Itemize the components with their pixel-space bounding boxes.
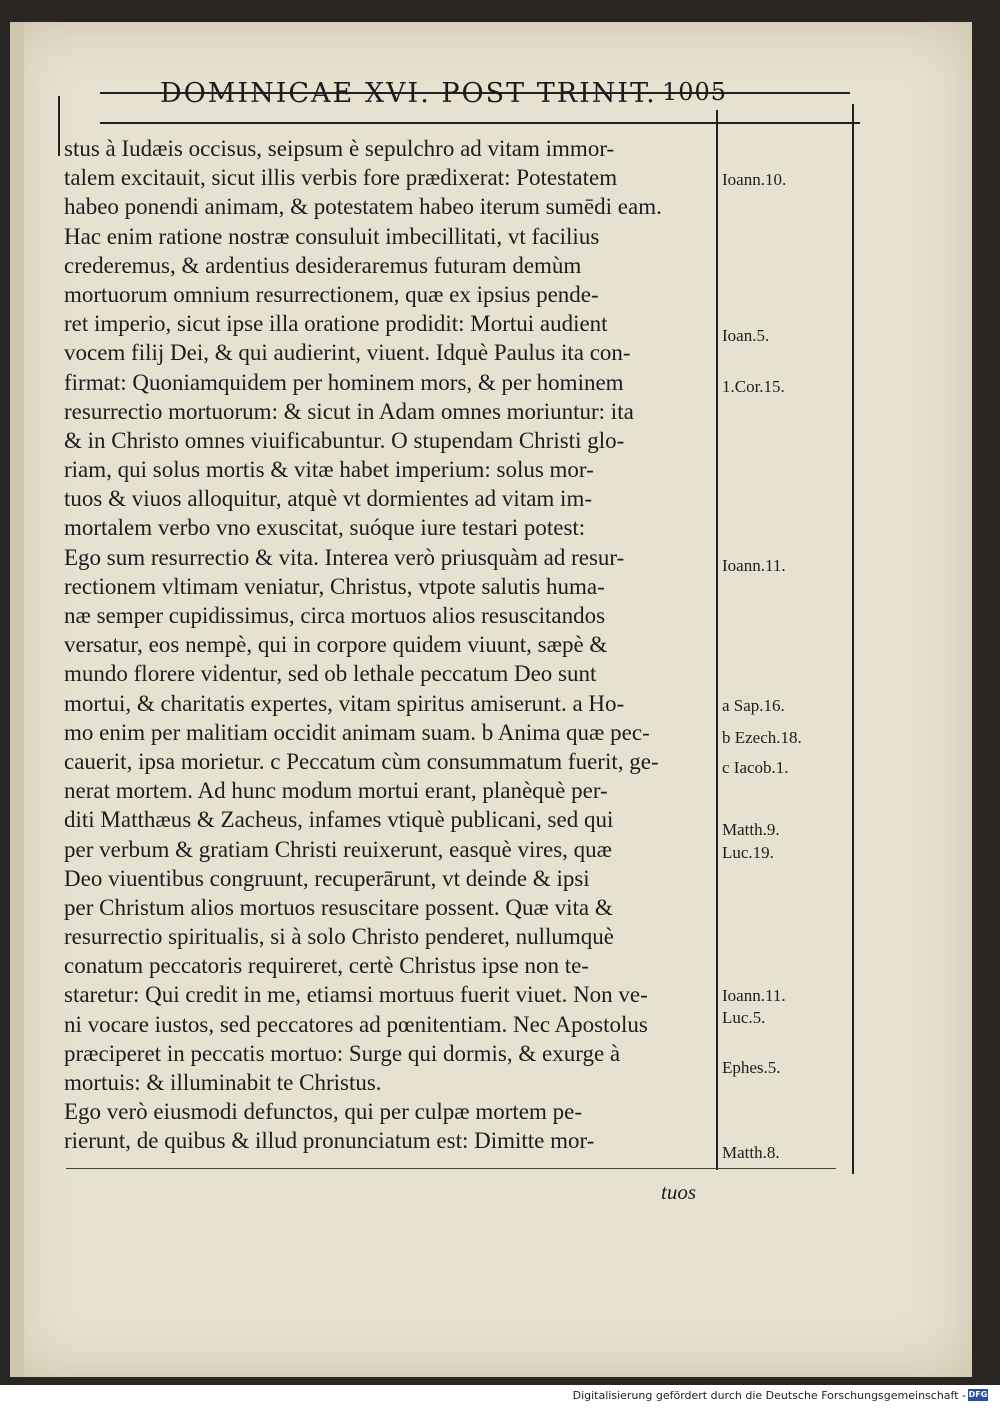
text-line: mortuorum omnium resurrectionem, quæ ex ipsius pende- — [64, 281, 599, 307]
footer-rule — [66, 1168, 836, 1169]
text-line: ni vocare iustos, sed peccatores ad pœnitentiam. Nec Apostolus — [64, 1011, 648, 1037]
text-line: mortuis: & illuminabit te Christus. — [64, 1070, 382, 1095]
margin-note: b Ezech.18. — [722, 728, 802, 747]
text-line: firmat: Quoniamquidem per hominem mors, & per hominem — [64, 369, 624, 395]
margin-note: Ephes.5. — [722, 1058, 781, 1077]
text-line: mundo florere videntur, sed ob lethale peccatum Deo sunt — [64, 661, 597, 687]
text-line: versatur, eos nempè, qui in corpore quidem viuunt, sæpè & — [64, 632, 608, 658]
text-line: talem excitauit, sicut illis verbis fore prædixerat: Potestatem — [64, 165, 618, 191]
text-line: & in Christo omnes viuificabuntur. O stupendam Christi glo- — [64, 427, 625, 453]
header-rule-bottom — [100, 122, 860, 124]
margin-note: Luc.5. — [722, 1008, 766, 1027]
text-line: resurrectio mortuorum: & sicut in Adam omnes moriuntur: ita — [64, 398, 634, 424]
text-line: Hac enim ratione nostræ consuluit imbecillitati, vt facilius — [64, 223, 600, 249]
text-line: ret imperio, sicut ipse illa oratione prodidit: Mortui audient — [64, 311, 608, 337]
text-line: stus à Iudæis occisus, seipsum è sepulchro ad vitam immor- — [64, 136, 615, 161]
text-line: riam, qui solus mortis & vitæ habet imperium: solus mor- — [64, 457, 594, 483]
body-text — [64, 134, 714, 1156]
text-line: per Christum alios mortuos resuscitare possent. Quæ vita & — [64, 894, 613, 920]
text-line: Deo viuentibus congruunt, recuperārunt, vt deinde & ipsi — [64, 865, 590, 891]
text-line: habeo ponendi animam, & potestatem habeo iterum sumēdi eam. — [64, 194, 662, 220]
digitization-credit: Digitalisierung gefördert durch die Deutsche Forschungsgemeinschaft - — [572, 1389, 966, 1402]
text-line: præciperet in peccatis mortuo: Surge qui dormis, & exurge à — [64, 1040, 621, 1066]
margin-note: 1.Cor.15. — [722, 377, 785, 396]
text-line: tuos & viuos alloquitur, atquè vt dormientes ad vitam im- — [64, 486, 593, 512]
text-line: rectionem vltimam veniatur, Christus, vtpote salutis huma- — [64, 573, 605, 599]
text-line: vocem filij Dei, & qui audierint, viuent. Idquè Paulus ita con- — [64, 340, 631, 366]
margin-note: Ioan.5. — [722, 326, 770, 345]
running-title: DOMINICAE XVI. POST TRINIT. — [160, 78, 657, 109]
margin-note: Matth.8. — [722, 1143, 780, 1162]
catchword: tuos — [661, 1180, 697, 1204]
text-line: næ semper cupidissimus, circa mortuos alios resuscitandos — [64, 603, 606, 628]
margin-note: Ioann.10. — [722, 170, 787, 189]
text-line: rierunt, de quibus & illud pronunciatum est: Dimitte mor- — [64, 1128, 595, 1154]
text-line: resurrectio spiritualis, si à solo Christo penderet, nullumquè — [64, 924, 614, 950]
margin-note: Luc.19. — [722, 843, 774, 862]
page-number: 1005 — [662, 78, 728, 106]
text-line: mortalem verbo vno exuscitat, suóque iure testari potest: — [64, 515, 586, 541]
right-margin-rule — [852, 104, 854, 1174]
text-line: per verbum & gratiam Christi reuixerunt, easquè vires, quæ — [64, 836, 613, 862]
margin-note: Ioann.11. — [722, 556, 786, 575]
text-column-rule — [716, 110, 718, 1170]
text-line: Ego verò eiusmodi defunctos, qui per culpæ mortem pe- — [64, 1099, 583, 1125]
text-line: cauerit, ipsa morietur. c Peccatum cùm consummatum fuerit, ge- — [64, 748, 659, 774]
margin-note: Ioann.11. — [722, 986, 786, 1005]
text-line: staretur: Qui credit in me, etiamsi mortuus fuerit viuet. Non ve- — [64, 982, 648, 1008]
text-line: conatum peccatoris requireret, certè Christus ipse non te- — [64, 953, 589, 979]
margin-note: Matth.9. — [722, 820, 780, 839]
page-gutter — [10, 22, 24, 1377]
text-line: diti Matthæus & Zacheus, infames vtiquè publicani, sed qui — [64, 807, 614, 833]
margin-note: a Sap.16. — [722, 696, 785, 715]
margin-note: c Iacob.1. — [722, 758, 789, 777]
text-line: crederemus, & ardentius desideraremus futuram demùm — [64, 252, 582, 278]
text-line: nerat mortem. Ad hunc modum mortui erant, planèquè per- — [64, 778, 608, 804]
dfg-logo: DFG — [968, 1390, 988, 1399]
text-line: mortui, & charitatis expertes, vitam spiritus amiserunt. a Ho- — [64, 690, 625, 716]
left-column-rule — [58, 96, 60, 156]
text-line: Ego sum resurrectio & vita. Interea verò priusquàm ad resur- — [64, 544, 625, 570]
text-line: mo enim per malitiam occidit animam suam. b Anima quæ pec- — [64, 719, 650, 745]
